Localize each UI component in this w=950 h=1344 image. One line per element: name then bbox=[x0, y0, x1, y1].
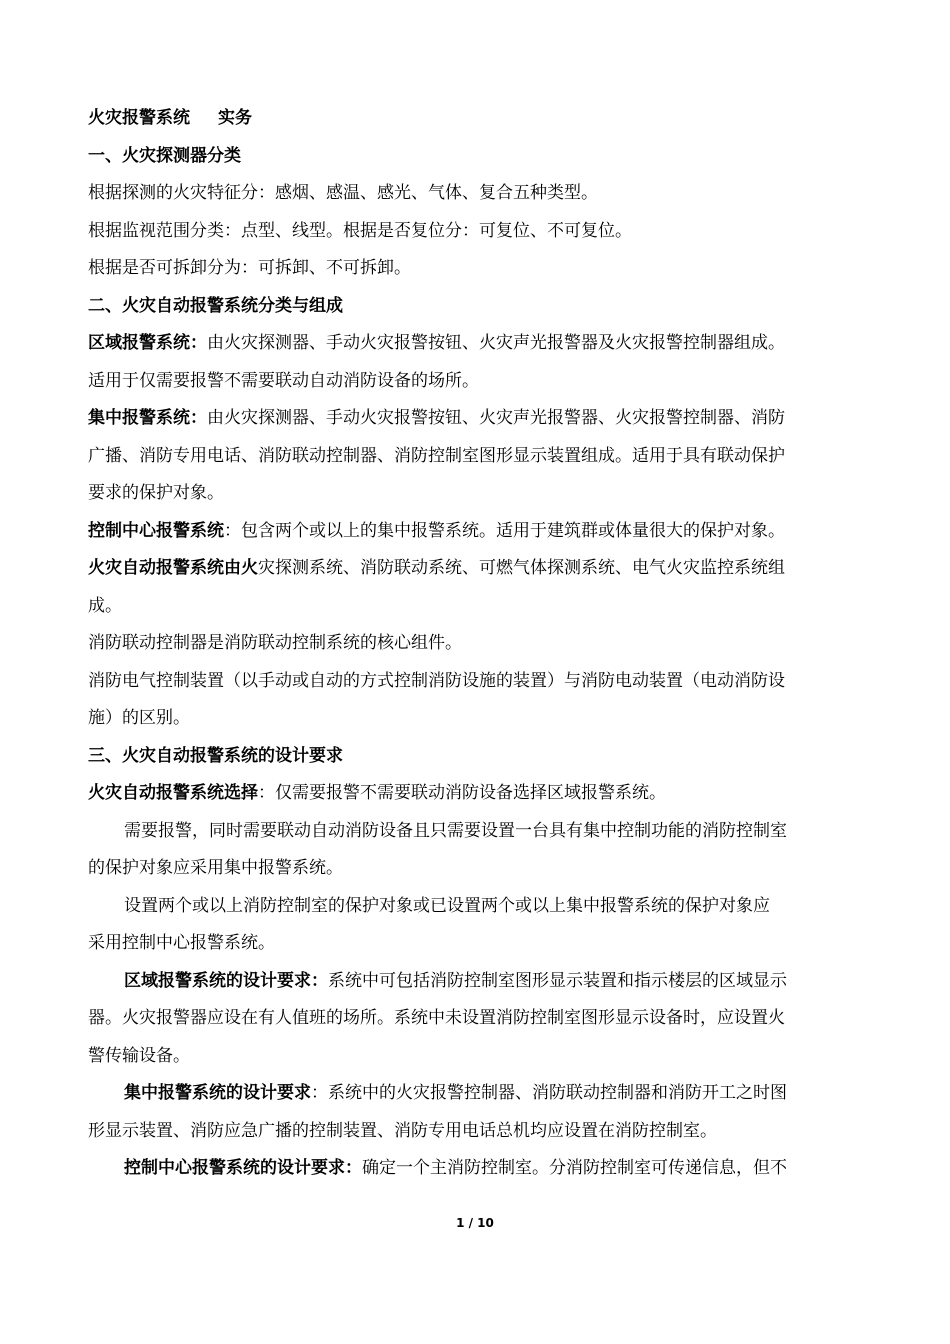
title-left: 火灾报警系统 bbox=[88, 108, 190, 128]
control-choice-line-1: 设置两个或以上消防控制室的保护对象或已设置两个或以上集中报警系统的保护对象应 bbox=[124, 895, 770, 916]
control-center-system-line: 控制中心报警系统：包含两个或以上的集中报警系统。适用于建筑群或体量很大的保护对象。 bbox=[88, 520, 785, 541]
difference-line-1: 消防电气控制装置（以手动或自动的方式控制消防设施的装置）与消防电动装置（电动消防设 bbox=[88, 670, 785, 691]
regional-req-line-2: 器。火灾报警器应设在有人值班的场所。系统中未设置消防控制室图形显示设备时，应设置火 bbox=[88, 1008, 785, 1028]
regional-req-line-3: 警传输设备。 bbox=[88, 1045, 190, 1066]
control-req-label: 控制中心报警系统的设计要求： bbox=[124, 1158, 362, 1178]
difference-line-2: 施）的区别。 bbox=[88, 708, 190, 728]
page-number: 1 / 10 bbox=[456, 1216, 494, 1230]
section1-line-3: 根据是否可拆卸分为：可拆卸、不可拆卸。 bbox=[88, 258, 411, 278]
central-system-line-1: 集中报警系统：由火灾探测器、手动火灾报警按钮、火灾声光报警器、火灾报警控制器、消防 bbox=[88, 408, 785, 428]
linkage-controller-line: 消防联动控制器是消防联动控制系统的核心组件。 bbox=[88, 633, 462, 653]
regional-req-label: 区域报警系统的设计要求： bbox=[124, 970, 328, 991]
section1-line-2: 根据监视范围分类：点型、线型。根据是否复位分：可复位、不可复位。 bbox=[88, 220, 632, 241]
system-selection-line: 火灾自动报警系统选择：仅需要报警不需要联动消防设备选择区域报警系统。 bbox=[88, 783, 666, 803]
title-right: 实务 bbox=[218, 108, 252, 128]
central-req-label: 集中报警系统的设计要求 bbox=[124, 1083, 311, 1103]
document-body bbox=[88, 100, 868, 1188]
control-choice-line-2: 采用控制中心报警系统。 bbox=[88, 933, 275, 953]
section3-heading: 三、火灾自动报警系统的设计要求 bbox=[88, 745, 343, 766]
central-system-line-2: 广播、消防专用电话、消防联动控制器、消防控制室图形显示装置组成。适用于具有联动保护 bbox=[88, 445, 785, 466]
section1-line-1: 根据探测的火灾特征分：感烟、感温、感光、气体、复合五种类型。 bbox=[88, 183, 598, 203]
central-req-line-2: 形显示装置、消防应急广播的控制装置、消防专用电话总机均应设置在消防控制室。 bbox=[88, 1120, 717, 1141]
central-system-label: 集中报警系统： bbox=[88, 408, 207, 428]
composition-label: 火灾自动报警系统由火 bbox=[88, 558, 258, 578]
control-req-line-1: 控制中心报警系统的设计要求：确定一个主消防控制室。分消防控制室可传递信息，但不 bbox=[124, 1158, 787, 1178]
document-title bbox=[88, 100, 868, 138]
regional-system-line-1: 区域报警系统：由火灾探测器、手动火灾报警按钮、火灾声光报警器及火灾报警控制器组成。 bbox=[88, 333, 785, 353]
composition-line-2: 成。 bbox=[88, 595, 122, 616]
central-choice-line-1: 需要报警，同时需要联动自动消防设备且只需要设置一台具有集中控制功能的消防控制室 bbox=[124, 820, 787, 841]
composition-line-1: 火灾自动报警系统由火灾探测系统、消防联动系统、可燃气体探测系统、电气火灾监控系统组 bbox=[88, 558, 785, 578]
regional-system-line-2: 适用于仅需要报警不需要联动自动消防设备的场所。 bbox=[88, 370, 479, 391]
central-system-line-3: 要求的保护对象。 bbox=[88, 483, 224, 503]
control-center-label: 控制中心报警系统 bbox=[88, 520, 224, 541]
section1-heading: 一、火灾探测器分类 bbox=[88, 145, 241, 166]
central-choice-line-2: 的保护对象应采用集中报警系统。 bbox=[88, 858, 343, 878]
regional-system-label: 区域报警系统： bbox=[88, 333, 207, 353]
central-req-line-1: 集中报警系统的设计要求：系统中的火灾报警控制器、消防联动控制器和消防开工之时图 bbox=[124, 1083, 787, 1103]
regional-req-line-1: 区域报警系统的设计要求：系统中可包括消防控制室图形显示装置和指示楼层的区域显示 bbox=[124, 970, 787, 991]
section2-heading: 二、火灾自动报警系统分类与组成 bbox=[88, 295, 343, 316]
system-selection-label: 火灾自动报警系统选择 bbox=[88, 783, 258, 803]
